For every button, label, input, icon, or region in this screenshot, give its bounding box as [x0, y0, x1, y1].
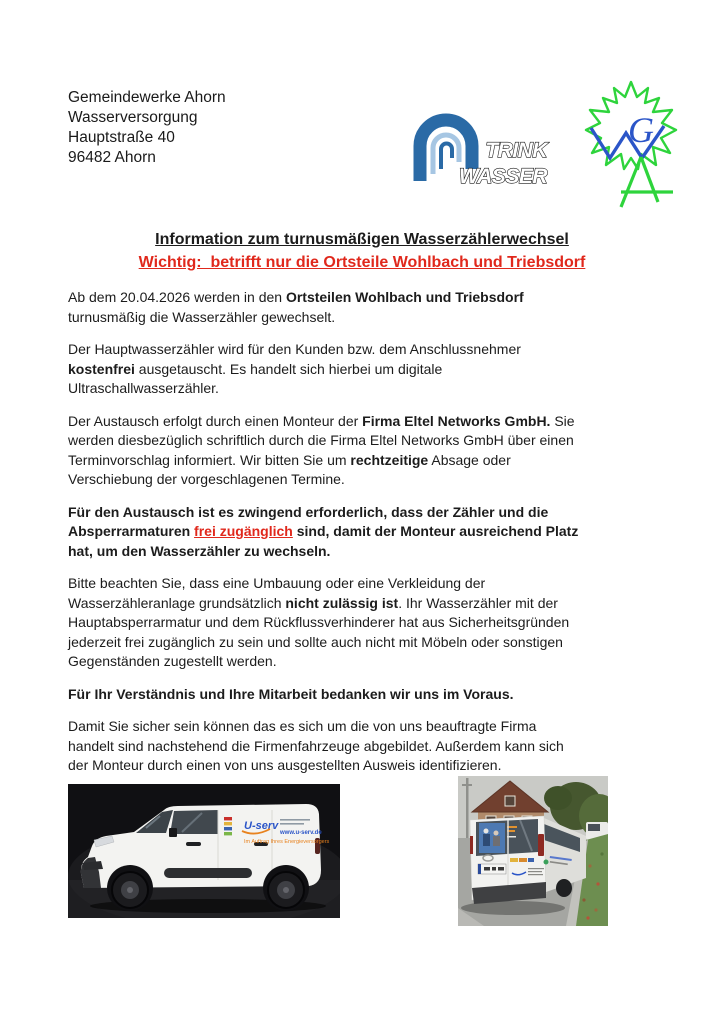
- sender-line: Wasserversorgung: [68, 109, 198, 126]
- text-run: Absperrarmaturen: [68, 523, 195, 539]
- text-run: Für Ihr Verständnis und Ihre Mitarbeit bedanken wir uns im Voraus.: [68, 685, 514, 702]
- text-line: [68, 652, 718, 672]
- text-line: [68, 522, 718, 542]
- text-run: Ultraschallwasserzähler.: [68, 380, 219, 396]
- taillight: [538, 834, 544, 856]
- text-line: [68, 451, 718, 471]
- page-subtitle-important: [0, 251, 724, 274]
- paragraph: [68, 717, 718, 776]
- decal-tagline: Im Auftrag Ihres Energieversorgers: [244, 839, 330, 845]
- door-molding: [164, 868, 252, 878]
- gwa-logo: [578, 80, 684, 212]
- van-rear: [470, 816, 586, 904]
- text-run: Ab dem 20.04.2026 werden in den: [68, 289, 286, 305]
- text-run: handelt sind nachstehend die Firmenfahrzeuge abgebildet. Außerdem kann sich: [68, 737, 564, 754]
- rear-wheel: [556, 879, 572, 897]
- text-run: ausgetauscht. Es handelt sich hierbei um digitale: [134, 360, 443, 377]
- text-line: [68, 542, 718, 562]
- text-line: [68, 470, 718, 490]
- sender-line: Gemeindewerke Ahorn: [68, 89, 226, 106]
- tree: [544, 786, 572, 810]
- gwa-letter-g: G: [628, 110, 654, 150]
- text-run: der Monteur durch einen von uns ausgestellten Ausweis identifizieren.: [68, 757, 502, 773]
- decal-web: www.u-serv.de: [280, 830, 322, 836]
- text-run: werden diesbezüglich schriftlich durch die Firma Eltel Networks GmbH über einen: [68, 432, 574, 448]
- text-line: [68, 340, 718, 360]
- front-wheel: [112, 872, 148, 908]
- gwa-letter-a: [621, 157, 673, 207]
- trinkwasser-logo: [408, 112, 550, 188]
- text-run: frei zugänglich: [194, 523, 293, 539]
- paragraph: [68, 503, 718, 562]
- text-run: kostenfrei: [68, 360, 135, 377]
- text-run: nicht zulässig ist: [285, 594, 399, 611]
- decal-brand: U-serv: [244, 820, 279, 832]
- sender-line: Hauptstraße 40: [68, 129, 175, 146]
- text-run: Terminvorschlag informiert. Wir bitten Sie um: [68, 451, 351, 468]
- text-run: turnusmäßig die Wasserzähler gewechselt.: [68, 308, 336, 325]
- vehicle-photo-side: [68, 784, 340, 918]
- paragraph: [68, 685, 718, 705]
- text-run: sind, damit der Monteur ausreichend Platz: [292, 523, 579, 539]
- door-window: [170, 810, 218, 834]
- text-run: Verschiebung der vorgeschlagenen Termine.: [68, 471, 345, 487]
- text-run: jederzeit frei zugänglich zu sein und sollte auch nicht mit Möbeln oder sonstigen: [68, 633, 563, 650]
- trink-text: TRINK: [485, 139, 547, 162]
- text-line: [68, 613, 718, 633]
- text-line: [68, 685, 718, 705]
- text-run: . Ihr Wasserzähler mit der: [398, 594, 558, 611]
- paragraph: [68, 574, 718, 672]
- text-run: Wasserzähleranlage grundsätzlich: [68, 594, 286, 611]
- text-run: Absage oder: [428, 451, 511, 468]
- text-run: Hauptabsperrarmatur und dem Rückflussverhinderer hat aus Sicherheitsgründen: [68, 614, 570, 630]
- text-line: [68, 379, 718, 399]
- page-title-text: Information zum turnusmäßigen Wasserzählerwechsel: [155, 231, 569, 248]
- side-mirror: [169, 828, 177, 837]
- text-line: [68, 633, 718, 653]
- paragraph: [68, 288, 718, 327]
- wasser-text: WASSER: [458, 165, 547, 188]
- vehicle-photo-rear: [458, 776, 608, 926]
- utility-pole: [466, 778, 469, 838]
- text-line: [68, 756, 718, 776]
- text-run: hat, um den Wasserzähler zu wechseln.: [68, 542, 331, 559]
- text-run: Der Hauptwasserzähler wird für den Kunden bzw. dem Anschlussnehmer: [68, 341, 521, 357]
- text-line: [68, 288, 718, 308]
- page-title: [0, 228, 724, 251]
- page-subtitle-text: Wichtig: betrifft nur die Ortsteile Wohlbach und Triebsdorf: [138, 254, 586, 271]
- text-line: [68, 360, 718, 380]
- paragraph: [68, 340, 718, 399]
- text-line: [68, 431, 718, 451]
- sender-address: [68, 88, 226, 168]
- sender-line: 96482 Ahorn: [68, 149, 156, 166]
- text-line: [68, 574, 718, 594]
- paragraph: [68, 412, 718, 490]
- text-line: [68, 737, 718, 757]
- text-run: Der Austausch erfolgt durch einen Monteur der: [68, 412, 363, 429]
- rear-wheel: [268, 872, 304, 908]
- text-line: [68, 412, 718, 432]
- text-run: Sie: [550, 412, 575, 429]
- text-run: Gegenständen zugestellt werden.: [68, 653, 277, 669]
- text-line: [68, 594, 718, 614]
- text-run: rechtzeitige: [350, 451, 429, 468]
- text-run: Firma Eltel Networks GmbH.: [362, 412, 551, 429]
- text-run: Ortsteilen Wohlbach und Triebsdorf: [285, 289, 524, 305]
- text-line: [68, 717, 718, 737]
- license-plate: [478, 864, 506, 874]
- text-run: Bitte beachten Sie, dass eine Umbauung oder eine Verkleidung der: [68, 575, 486, 591]
- taillight: [470, 836, 473, 854]
- title-block: [0, 228, 724, 274]
- letter-body: [68, 288, 718, 789]
- text-run: Für den Austausch ist es zwingend erforderlich, dass der Zähler und die: [68, 503, 549, 520]
- door-handle: [186, 842, 201, 846]
- text-line: [68, 308, 718, 328]
- text-run: Damit Sie sicher sein können das es sich um die von uns beauftragte Firma: [68, 718, 537, 734]
- text-line: [68, 503, 718, 523]
